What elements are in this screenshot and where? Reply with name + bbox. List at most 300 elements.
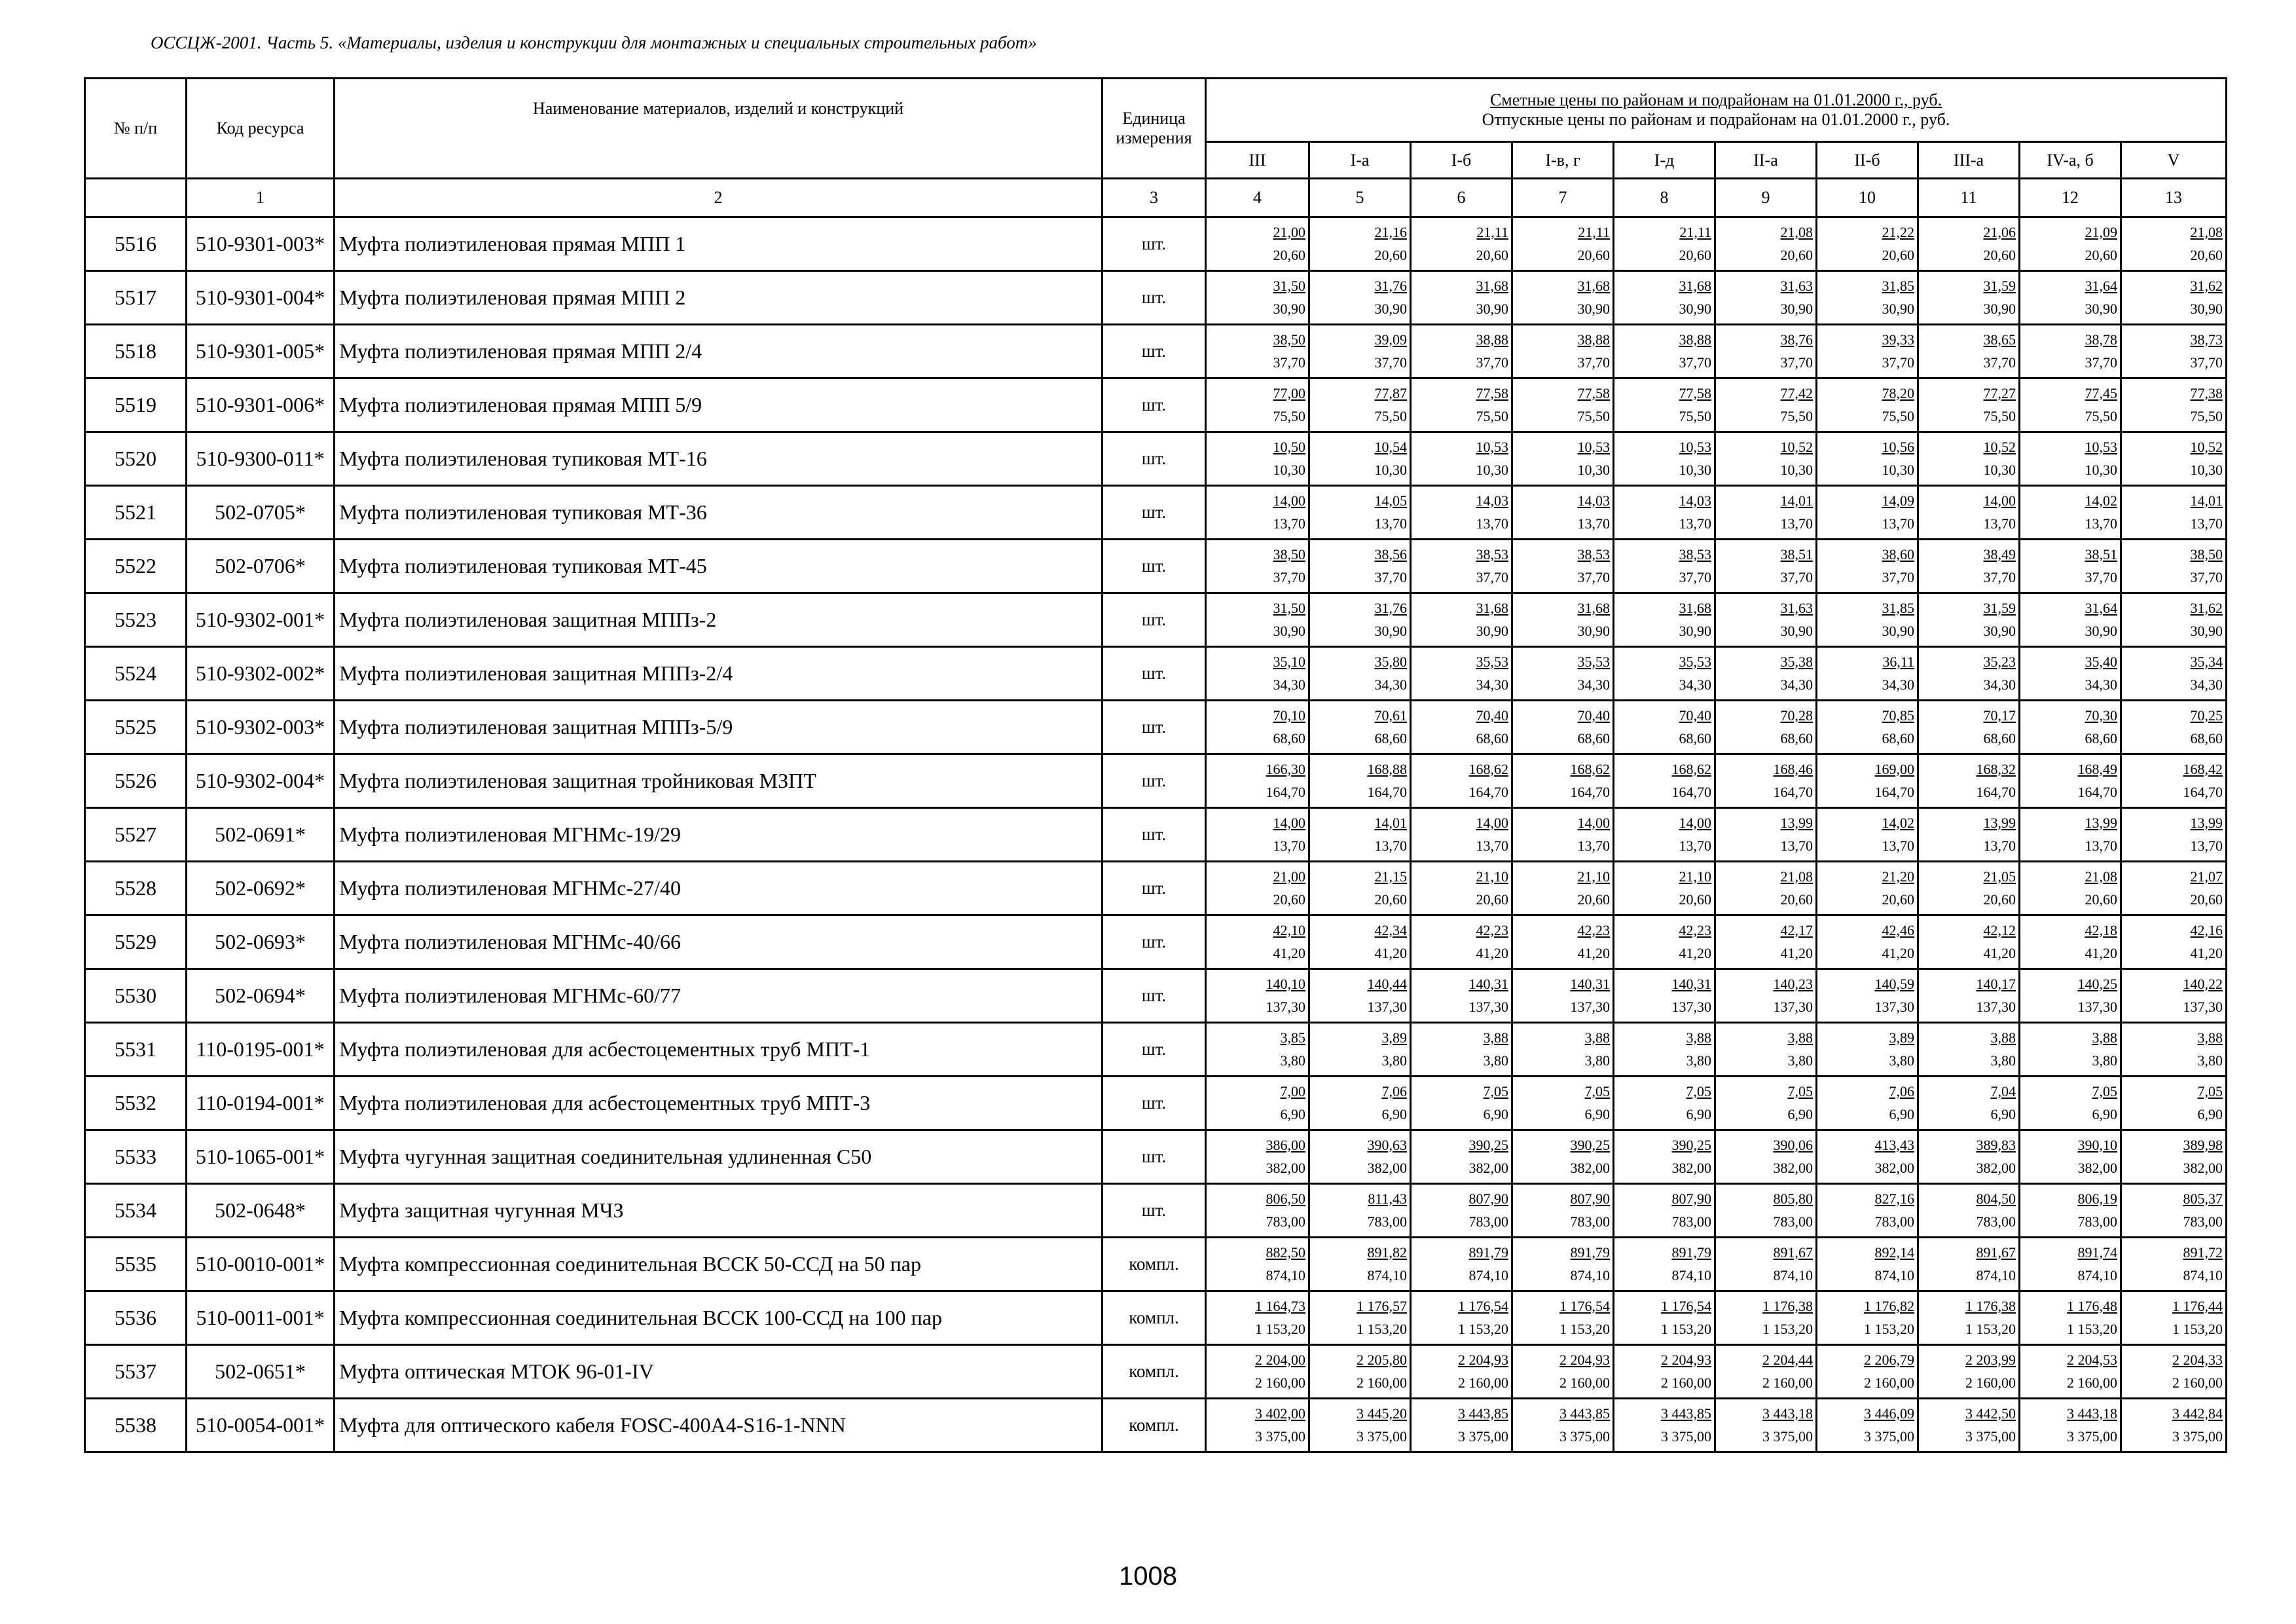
estimate-price: 389,83 (1976, 1136, 2016, 1153)
price-cell (1206, 862, 1309, 915)
estimate-price: 386,00 (1266, 1136, 1305, 1153)
price-cell (1817, 754, 1918, 808)
price-cell (1512, 325, 1614, 378)
resource-code: 510-9302-003* (187, 701, 335, 754)
release-price: 37,70 (1476, 568, 1508, 585)
row-number: 5535 (85, 1238, 187, 1291)
estimate-price: 38,53 (1476, 545, 1508, 563)
release-price: 68,60 (1679, 729, 1711, 747)
release-price: 37,70 (1679, 354, 1711, 371)
estimate-price: 3 443,85 (1458, 1405, 1508, 1422)
price-cell (1614, 1345, 1715, 1399)
price-cell (1715, 1345, 1817, 1399)
estimate-price: 42,12 (1983, 921, 2016, 938)
estimate-price: 168,32 (1976, 760, 2016, 777)
header-name: Наименование материалов, изделий и конструкций (335, 79, 1102, 179)
release-price: 75,50 (1273, 407, 1305, 424)
price-cell (2020, 1345, 2121, 1399)
estimate-price: 70,30 (2085, 707, 2117, 724)
material-name: Муфта полиэтиленовая прямая МПП 2/4 (335, 325, 1102, 378)
estimate-price: 42,23 (1577, 921, 1610, 938)
release-price: 13,70 (2085, 515, 2117, 532)
price-cell (1715, 378, 1817, 432)
release-price: 75,50 (1780, 407, 1813, 424)
price-cell (1206, 1184, 1309, 1238)
estimate-price: 140,10 (1266, 975, 1305, 992)
estimate-price: 14,01 (1374, 814, 1407, 831)
estimate-price: 21,20 (1882, 868, 1914, 885)
release-price: 10,30 (1679, 461, 1711, 478)
estimate-price: 35,53 (1577, 653, 1610, 670)
price-cell (1512, 754, 1614, 808)
price-cell (2121, 432, 2227, 486)
estimate-price: 35,34 (2190, 653, 2223, 670)
estimate-price: 10,52 (2190, 438, 2223, 455)
material-name: Муфта полиэтиленовая защитная МППз-2/4 (335, 647, 1102, 701)
release-price: 68,60 (2190, 729, 2223, 747)
table-row (85, 862, 2227, 915)
price-cell (1614, 1023, 1715, 1077)
release-price: 6,90 (1483, 1105, 1508, 1122)
price-cell (1309, 593, 1411, 647)
price-cell (1614, 486, 1715, 540)
estimate-price: 13,99 (2190, 814, 2223, 831)
release-price: 6,90 (1787, 1105, 1813, 1122)
resource-code: 502-0651* (187, 1345, 335, 1399)
price-cell (1918, 540, 2020, 593)
resource-code: 510-9301-003* (187, 217, 335, 271)
column-number: 6 (1411, 179, 1512, 217)
estimate-price: 3 443,18 (1762, 1405, 1813, 1422)
release-price: 30,90 (1679, 300, 1711, 317)
estimate-price: 38,50 (1273, 331, 1305, 348)
release-price: 41,20 (1374, 944, 1407, 961)
release-price: 75,50 (2085, 407, 2117, 424)
material-name: Муфта полиэтиленовая МГНМс-60/77 (335, 969, 1102, 1023)
release-price: 20,60 (2085, 246, 2117, 263)
estimate-price: 70,17 (1983, 707, 2016, 724)
header-prices-subtitle: Отпускные цены по районам и подрайонам на 01.01.2000 г., руб. (1482, 110, 1950, 129)
release-price: 13,70 (1577, 515, 1610, 532)
release-price: 137,30 (1773, 998, 1813, 1015)
price-cell (1309, 1399, 1411, 1452)
estimate-price: 31,68 (1577, 277, 1610, 294)
column-number: 7 (1512, 179, 1614, 217)
price-cell (1411, 432, 1512, 486)
material-name: Муфта оптическая МТОК 96-01-IV (335, 1345, 1102, 1399)
release-price: 1 153,20 (1762, 1320, 1813, 1337)
price-cell (1715, 1238, 1817, 1291)
resource-code: 510-9301-006* (187, 378, 335, 432)
estimate-price: 21,16 (1374, 223, 1407, 240)
price-cell (2121, 1130, 2227, 1184)
price-cell (1918, 486, 2020, 540)
estimate-price: 7,06 (1889, 1082, 1914, 1099)
estimate-price: 7,00 (1280, 1082, 1305, 1099)
release-price: 68,60 (1273, 729, 1305, 747)
row-number: 5534 (85, 1184, 187, 1238)
price-cell (2020, 701, 2121, 754)
release-price: 10,30 (1374, 461, 1407, 478)
price-cell (1614, 1291, 1715, 1345)
price-cell (1512, 432, 1614, 486)
release-price: 34,30 (1476, 676, 1508, 693)
material-name: Муфта полиэтиленовая тупиковая МТ-36 (335, 486, 1102, 540)
release-price: 164,70 (1773, 783, 1813, 800)
release-price: 13,70 (1374, 515, 1407, 532)
estimate-price: 21,08 (1780, 868, 1813, 885)
price-cell (2121, 486, 2227, 540)
estimate-price: 31,85 (1882, 277, 1914, 294)
row-number: 5522 (85, 540, 187, 593)
estimate-price: 35,40 (2085, 653, 2117, 670)
price-cell (1512, 1345, 1614, 1399)
estimate-price: 31,68 (1476, 599, 1508, 616)
price-cell (1206, 1023, 1309, 1077)
release-price: 3 375,00 (2172, 1428, 2223, 1445)
price-cell (1918, 1184, 2020, 1238)
estimate-price: 2 204,53 (2067, 1351, 2117, 1368)
estimate-price: 3,88 (2092, 1029, 2117, 1046)
release-price: 3,80 (1990, 1052, 2016, 1069)
price-cell (1512, 378, 1614, 432)
release-price: 75,50 (2190, 407, 2223, 424)
estimate-price: 140,31 (1570, 975, 1610, 992)
release-price: 37,70 (2085, 568, 2117, 585)
release-price: 874,10 (2077, 1266, 2117, 1283)
release-price: 783,00 (1874, 1213, 1914, 1230)
estimate-price: 21,10 (1577, 868, 1610, 885)
release-price: 30,90 (1983, 622, 2016, 639)
price-cell (1715, 701, 1817, 754)
price-cell (1411, 378, 1512, 432)
unit: шт. (1102, 915, 1206, 969)
price-cell (1715, 271, 1817, 325)
release-price: 783,00 (2077, 1213, 2117, 1230)
estimate-price: 42,10 (1273, 921, 1305, 938)
price-cell (1309, 1023, 1411, 1077)
estimate-price: 77,00 (1273, 384, 1305, 401)
price-cell (2121, 540, 2227, 593)
price-cell (1817, 540, 1918, 593)
release-price: 382,00 (1266, 1159, 1305, 1176)
estimate-price: 31,64 (2085, 277, 2117, 294)
release-price: 382,00 (2077, 1159, 2117, 1176)
estimate-price: 70,40 (1577, 707, 1610, 724)
estimate-price: 21,08 (2190, 223, 2223, 240)
price-cell (2121, 1023, 2227, 1077)
price-cell (1512, 1399, 1614, 1452)
release-price: 164,70 (1570, 783, 1610, 800)
column-number: 2 (335, 179, 1102, 217)
estimate-price: 1 176,38 (1762, 1297, 1813, 1314)
release-price: 10,30 (1882, 461, 1914, 478)
price-cell (1715, 486, 1817, 540)
material-name: Муфта чугунная защитная соединительная удлиненная С50 (335, 1130, 1102, 1184)
estimate-price: 21,11 (1476, 223, 1508, 240)
unit: компл. (1102, 1238, 1206, 1291)
estimate-price: 38,50 (2190, 545, 2223, 563)
release-price: 137,30 (1976, 998, 2016, 1015)
price-cell (1309, 217, 1411, 271)
price-cell (1918, 1238, 2020, 1291)
estimate-price: 14,00 (1273, 814, 1305, 831)
estimate-price: 2 204,33 (2172, 1351, 2223, 1368)
estimate-price: 77,58 (1476, 384, 1508, 401)
release-price: 137,30 (1570, 998, 1610, 1015)
release-price: 783,00 (1367, 1213, 1407, 1230)
release-price: 30,90 (1476, 622, 1508, 639)
price-cell (1309, 701, 1411, 754)
estimate-price: 38,73 (2190, 331, 2223, 348)
price-cell (1918, 432, 2020, 486)
estimate-price: 14,00 (1577, 814, 1610, 831)
estimate-price: 78,20 (1882, 384, 1914, 401)
price-cell (1411, 808, 1512, 862)
release-price: 34,30 (1983, 676, 2016, 693)
estimate-price: 413,43 (1874, 1136, 1914, 1153)
release-price: 3,80 (1483, 1052, 1508, 1069)
resource-code: 110-0194-001* (187, 1077, 335, 1130)
estimate-price: 3 442,50 (1965, 1405, 2016, 1422)
estimate-price: 14,01 (2190, 492, 2223, 509)
estimate-price: 2 205,80 (1357, 1351, 1407, 1368)
estimate-price: 21,00 (1273, 868, 1305, 885)
estimate-price: 77,38 (2190, 384, 2223, 401)
price-cell (1206, 593, 1309, 647)
estimate-price: 140,23 (1773, 975, 1813, 992)
price-cell (1206, 1130, 1309, 1184)
release-price: 13,70 (1983, 515, 2016, 532)
release-price: 20,60 (2190, 891, 2223, 908)
price-cell (1715, 540, 1817, 593)
price-cell (1309, 1291, 1411, 1345)
estimate-price: 140,22 (2183, 975, 2223, 992)
release-price: 2 160,00 (1255, 1374, 1305, 1391)
estimate-price: 892,14 (1874, 1244, 1914, 1261)
table-row (85, 540, 2227, 593)
header-region: III-а (1918, 142, 2020, 179)
release-price: 75,50 (1983, 407, 2016, 424)
release-price: 37,70 (1476, 354, 1508, 371)
estimate-price: 31,50 (1273, 277, 1305, 294)
release-price: 3 375,00 (1357, 1428, 1407, 1445)
unit: шт. (1102, 1184, 1206, 1238)
estimate-price: 31,85 (1882, 599, 1914, 616)
release-price: 13,70 (1882, 515, 1914, 532)
release-price: 41,20 (1882, 944, 1914, 961)
price-cell (1309, 1184, 1411, 1238)
estimate-price: 168,62 (1468, 760, 1508, 777)
table-row (85, 754, 2227, 808)
price-cell (2020, 1184, 2121, 1238)
price-cell (2020, 1399, 2121, 1452)
estimate-price: 10,53 (1679, 438, 1711, 455)
release-price: 13,70 (1679, 515, 1711, 532)
row-number: 5523 (85, 593, 187, 647)
release-price: 3 375,00 (1559, 1428, 1610, 1445)
release-price: 37,70 (2085, 354, 2117, 371)
column-number: 3 (1102, 179, 1206, 217)
price-cell (1206, 701, 1309, 754)
price-cell (2020, 325, 2121, 378)
estimate-price: 2 204,44 (1762, 1351, 1813, 1368)
release-price: 6,90 (1990, 1105, 2016, 1122)
estimate-price: 807,90 (1468, 1190, 1508, 1207)
estimate-price: 3,88 (1483, 1029, 1508, 1046)
release-price: 37,70 (2190, 354, 2223, 371)
header-region: II-а (1715, 142, 1817, 179)
release-price: 41,20 (2190, 944, 2223, 961)
header-code: Код ресурса (187, 79, 335, 179)
release-price: 2 160,00 (2172, 1374, 2223, 1391)
estimate-price: 70,40 (1476, 707, 1508, 724)
page-number: 1008 (1119, 1562, 1177, 1591)
release-price: 30,90 (2085, 300, 2117, 317)
material-name: Муфта полиэтиленовая МГНМс-27/40 (335, 862, 1102, 915)
price-cell (2121, 1184, 2227, 1238)
material-name: Муфта полиэтиленовая тупиковая МТ-16 (335, 432, 1102, 486)
table-row (85, 1238, 2227, 1291)
price-cell (1309, 808, 1411, 862)
release-price: 13,70 (2190, 515, 2223, 532)
price-cell (2121, 808, 2227, 862)
unit: шт. (1102, 325, 1206, 378)
estimate-price: 140,25 (2077, 975, 2117, 992)
column-number: 5 (1309, 179, 1411, 217)
release-price: 13,70 (1374, 837, 1407, 854)
estimate-price: 14,03 (1476, 492, 1508, 509)
estimate-price: 38,76 (1780, 331, 1813, 348)
price-cell (1512, 217, 1614, 271)
release-price: 3,80 (1787, 1052, 1813, 1069)
price-cell (1817, 1345, 1918, 1399)
price-cell (1309, 432, 1411, 486)
price-cell (1614, 325, 1715, 378)
price-cell (1411, 540, 1512, 593)
price-cell (1411, 1130, 1512, 1184)
release-price: 68,60 (2085, 729, 2117, 747)
release-price: 382,00 (1671, 1159, 1711, 1176)
estimate-price: 891,79 (1570, 1244, 1610, 1261)
price-cell (2020, 969, 2121, 1023)
release-price: 1 153,20 (1357, 1320, 1407, 1337)
release-price: 20,60 (1374, 891, 1407, 908)
release-price: 2 160,00 (1864, 1374, 1914, 1391)
row-number: 5521 (85, 486, 187, 540)
estimate-price: 7,06 (1381, 1082, 1407, 1099)
estimate-price: 166,30 (1266, 760, 1305, 777)
release-price: 874,10 (2183, 1266, 2223, 1283)
release-price: 3,80 (1280, 1052, 1305, 1069)
estimate-price: 38,49 (1983, 545, 2016, 563)
estimate-price: 42,23 (1476, 921, 1508, 938)
estimate-price: 31,68 (1577, 599, 1610, 616)
estimate-price: 14,03 (1679, 492, 1711, 509)
estimate-price: 7,04 (1990, 1082, 2016, 1099)
price-cell (1206, 378, 1309, 432)
estimate-price: 140,44 (1367, 975, 1407, 992)
estimate-price: 39,09 (1374, 331, 1407, 348)
release-price: 1 153,20 (2172, 1320, 2223, 1337)
release-price: 20,60 (1983, 891, 2016, 908)
row-number: 5520 (85, 432, 187, 486)
resource-code: 510-9301-004* (187, 271, 335, 325)
price-cell (1411, 1399, 1512, 1452)
release-price: 137,30 (2183, 998, 2223, 1015)
estimate-price: 38,60 (1882, 545, 1914, 563)
header-region: I-б (1411, 142, 1512, 179)
estimate-price: 38,88 (1577, 331, 1610, 348)
estimate-price: 14,02 (1882, 814, 1914, 831)
estimate-price: 31,63 (1780, 277, 1813, 294)
estimate-price: 77,87 (1374, 384, 1407, 401)
price-cell (1206, 1399, 1309, 1452)
estimate-price: 38,51 (1780, 545, 1813, 563)
release-price: 1 153,20 (1661, 1320, 1711, 1337)
release-price: 2 160,00 (1762, 1374, 1813, 1391)
unit: шт. (1102, 486, 1206, 540)
release-price: 6,90 (2197, 1105, 2223, 1122)
price-cell (1918, 593, 2020, 647)
price-cell (1918, 969, 2020, 1023)
price-cell (1411, 1184, 1512, 1238)
price-cell (2020, 432, 2121, 486)
price-cell (1206, 754, 1309, 808)
estimate-price: 2 204,93 (1458, 1351, 1508, 1368)
price-cell (2020, 754, 2121, 808)
price-cell (1918, 862, 2020, 915)
resource-code: 510-0010-001* (187, 1238, 335, 1291)
price-cell (2121, 1077, 2227, 1130)
estimate-price: 2 204,93 (1661, 1351, 1711, 1368)
release-price: 30,90 (2190, 622, 2223, 639)
row-number: 5517 (85, 271, 187, 325)
estimate-price: 21,11 (1578, 223, 1610, 240)
release-price: 10,30 (1983, 461, 2016, 478)
table-row (85, 808, 2227, 862)
estimate-price: 31,59 (1983, 277, 2016, 294)
price-cell (1309, 1345, 1411, 1399)
price-cell (1206, 432, 1309, 486)
price-cell (1614, 647, 1715, 701)
release-price: 20,60 (1679, 246, 1711, 263)
price-cell (1918, 808, 2020, 862)
release-price: 68,60 (1780, 729, 1813, 747)
release-price: 75,50 (1679, 407, 1711, 424)
price-cell (1614, 432, 1715, 486)
estimate-price: 35,80 (1374, 653, 1407, 670)
unit: шт. (1102, 378, 1206, 432)
estimate-price: 42,16 (2190, 921, 2223, 938)
estimate-price: 38,88 (1476, 331, 1508, 348)
price-cell (2121, 378, 2227, 432)
price-cell (1411, 593, 1512, 647)
estimate-price: 10,54 (1374, 438, 1407, 455)
release-price: 382,00 (2183, 1159, 2223, 1176)
price-cell (1817, 486, 1918, 540)
release-price: 20,60 (1983, 246, 2016, 263)
price-cell (1614, 1077, 1715, 1130)
estimate-price: 169,00 (1874, 760, 1914, 777)
estimate-price: 70,25 (2190, 707, 2223, 724)
release-price: 34,30 (1577, 676, 1610, 693)
release-price: 2 160,00 (1559, 1374, 1610, 1391)
unit: шт. (1102, 808, 1206, 862)
price-cell (1918, 1023, 2020, 1077)
estimate-price: 2 204,00 (1255, 1351, 1305, 1368)
material-name: Муфта полиэтиленовая прямая МПП 2 (335, 271, 1102, 325)
